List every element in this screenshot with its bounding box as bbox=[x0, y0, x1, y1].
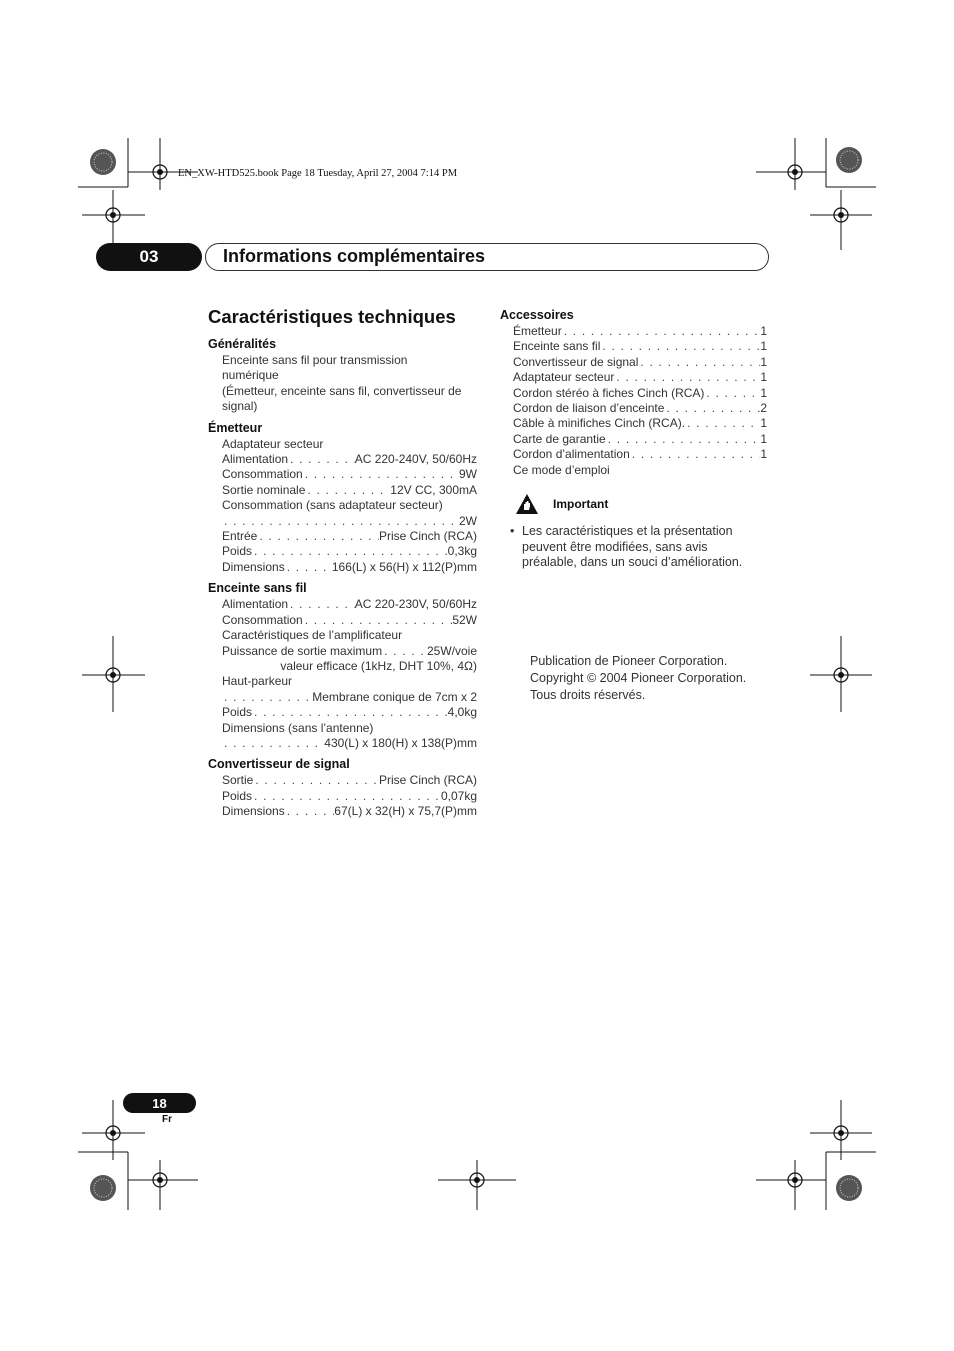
spec-label: Puissance de sortie maximum bbox=[222, 643, 383, 658]
spec-row-dimensions bbox=[222, 804, 477, 819]
spec-label: Sortie nominale bbox=[222, 482, 306, 497]
rights-line: Tous droits réservés. bbox=[530, 688, 646, 702]
specs-left-column bbox=[208, 336, 477, 820]
spec-row-puissance bbox=[222, 644, 477, 659]
spec-value: Membrane conique de 7cm x 2 bbox=[312, 689, 477, 704]
page-title: Caractéristiques techniques bbox=[208, 306, 456, 327]
spec-row-poids bbox=[222, 705, 477, 720]
item-label: Câble à minifiches Cinch (RCA). bbox=[513, 416, 686, 431]
spec-line: Haut-parkeur bbox=[222, 674, 293, 689]
spec-label: Poids bbox=[222, 788, 253, 803]
note-line: préalable, dans un souci d’amélioration. bbox=[522, 555, 743, 569]
spec-value: 67(L) x 32(H) x 75,7(P)mm bbox=[334, 804, 477, 819]
section-heading-accessoires: Accessoires bbox=[500, 308, 574, 322]
item-label: Cordon de liaison d’enceinte bbox=[513, 401, 665, 416]
spec-value: 2W bbox=[459, 513, 477, 528]
spec-line: signal) bbox=[222, 399, 258, 414]
item-qty: 1 bbox=[760, 339, 767, 354]
note-line: peuvent être modifiées, sans avis bbox=[522, 539, 708, 554]
spec-value: 52W bbox=[452, 612, 477, 627]
item-label: Enceinte sans fil bbox=[513, 339, 601, 354]
spec-label: Poids bbox=[222, 544, 253, 559]
page-language: Fr bbox=[162, 1114, 172, 1125]
enceinte-body bbox=[208, 597, 477, 751]
list-item bbox=[513, 339, 767, 354]
spec-value: 0,3kg bbox=[447, 544, 477, 559]
spec-value: 12V CC, 300mA bbox=[390, 482, 477, 497]
list-item bbox=[513, 370, 767, 385]
file-header: EN_XW-HTD525.book Page 18 Tuesday, April 27, 2004 7:14 PM bbox=[178, 168, 458, 179]
spec-row-dimensions bbox=[222, 736, 477, 751]
section-heading-convertisseur: Convertisseur de signal bbox=[208, 757, 350, 772]
important-label: Important bbox=[553, 497, 609, 511]
spec-row-poids bbox=[222, 789, 477, 804]
spec-line: valeur efficace (1kHz, DHT 10%, 4Ω) bbox=[280, 658, 477, 673]
spec-row-poids bbox=[222, 544, 477, 559]
publication-notice bbox=[530, 653, 746, 704]
item-qty: 1 bbox=[760, 385, 767, 400]
emetteur-body bbox=[208, 437, 477, 576]
spec-label: Dimensions bbox=[222, 804, 285, 819]
generalites-body bbox=[208, 353, 477, 415]
page-number: 18 bbox=[123, 1093, 196, 1113]
item-qty: 2 bbox=[760, 401, 767, 416]
accessories-column bbox=[500, 307, 767, 478]
item-qty: 1 bbox=[760, 324, 767, 338]
spec-line: numérique bbox=[222, 368, 279, 383]
spec-label: Poids bbox=[222, 705, 253, 720]
spec-value: Prise Cinch (RCA) bbox=[378, 773, 477, 788]
spec-line: Dimensions (sans l’antenne) bbox=[222, 720, 374, 735]
spec-value: 166(L) x 56(H) x 112(P)mm bbox=[331, 559, 477, 574]
item-qty: 1 bbox=[760, 354, 767, 369]
spec-row-sortie bbox=[222, 773, 477, 788]
publication-line: Publication de Pioneer Corporation. bbox=[530, 654, 728, 668]
accessoires-list bbox=[500, 324, 767, 478]
spec-value: 0,07kg bbox=[440, 788, 477, 803]
spec-row-consommation-2 bbox=[222, 514, 477, 529]
list-item bbox=[513, 401, 767, 416]
chapter-number-badge: 03 bbox=[96, 243, 202, 271]
spec-row-haut-parleur bbox=[222, 690, 477, 705]
section-heading-generalites: Généralités bbox=[208, 337, 277, 351]
spec-row-dimensions bbox=[222, 560, 477, 575]
item-qty: 1 bbox=[760, 370, 767, 385]
list-item bbox=[513, 324, 767, 339]
note-line: Les caractéristiques et la présentation bbox=[522, 524, 733, 538]
spec-line: Caractéristiques de l’amplificateur bbox=[222, 628, 403, 643]
item-label: Convertisseur de signal bbox=[513, 354, 639, 369]
important-note bbox=[510, 524, 770, 571]
item-label: Émetteur bbox=[513, 324, 562, 338]
spec-value: 25W/voie bbox=[426, 643, 477, 658]
spec-row-sortie bbox=[222, 483, 477, 498]
spec-value: 430(L) x 180(H) x 138(P)mm bbox=[324, 735, 477, 750]
list-item bbox=[513, 386, 767, 401]
item-qty: 1 bbox=[760, 447, 767, 462]
spec-value: Prise Cinch (RCA) bbox=[378, 529, 477, 544]
spec-value: AC 220-240V, 50/60Hz bbox=[354, 452, 477, 467]
section-heading-enceinte: Enceinte sans fil bbox=[208, 581, 307, 596]
spec-line: Adaptateur secteur bbox=[222, 436, 324, 451]
spec-row-entree bbox=[222, 529, 477, 544]
section-heading-emetteur: Émetteur bbox=[208, 420, 263, 435]
item-label: Adaptateur secteur bbox=[513, 370, 615, 385]
spec-value: AC 220-230V, 50/60Hz bbox=[354, 597, 477, 612]
spec-label: Consommation bbox=[222, 467, 303, 482]
spec-row-consommation bbox=[222, 467, 477, 482]
copyright-line: Copyright © 2004 Pioneer Corporation. bbox=[530, 671, 747, 685]
item-label: Carte de garantie bbox=[513, 431, 606, 446]
spec-label: Alimentation bbox=[222, 597, 289, 612]
convertisseur-body bbox=[208, 773, 477, 819]
item-qty: 1 bbox=[760, 416, 767, 431]
spec-label: Entrée bbox=[222, 529, 258, 544]
spec-line: Consommation (sans adaptateur secteur) bbox=[222, 498, 443, 513]
list-item: Ce mode d’emploi bbox=[513, 462, 610, 477]
spec-row-alimentation bbox=[222, 597, 477, 612]
spec-row-alimentation bbox=[222, 452, 477, 467]
chapter-title: Informations complémentaires bbox=[223, 246, 486, 266]
spec-row-consommation bbox=[222, 613, 477, 628]
list-item bbox=[513, 355, 767, 370]
warning-hand-icon bbox=[515, 493, 539, 515]
bullet: • bbox=[510, 524, 515, 538]
item-qty: 1 bbox=[760, 431, 767, 446]
list-item bbox=[513, 432, 767, 447]
item-label: Cordon stéréo à fiches Cinch (RCA) bbox=[513, 385, 705, 400]
spec-value: 9W bbox=[459, 467, 477, 482]
spec-label: Sortie bbox=[222, 773, 254, 788]
spec-line: Enceinte sans fil pour transmission bbox=[222, 353, 408, 367]
spec-label: Alimentation bbox=[222, 452, 289, 467]
list-item bbox=[513, 416, 767, 431]
spec-label: Dimensions bbox=[222, 559, 285, 574]
spec-label: Consommation bbox=[222, 612, 303, 627]
spec-line: (Émetteur, enceinte sans fil, convertisseur de bbox=[222, 383, 462, 398]
item-label: Cordon d’alimentation bbox=[513, 447, 630, 462]
list-item bbox=[513, 447, 767, 462]
spec-value: 4,0kg bbox=[447, 705, 477, 720]
